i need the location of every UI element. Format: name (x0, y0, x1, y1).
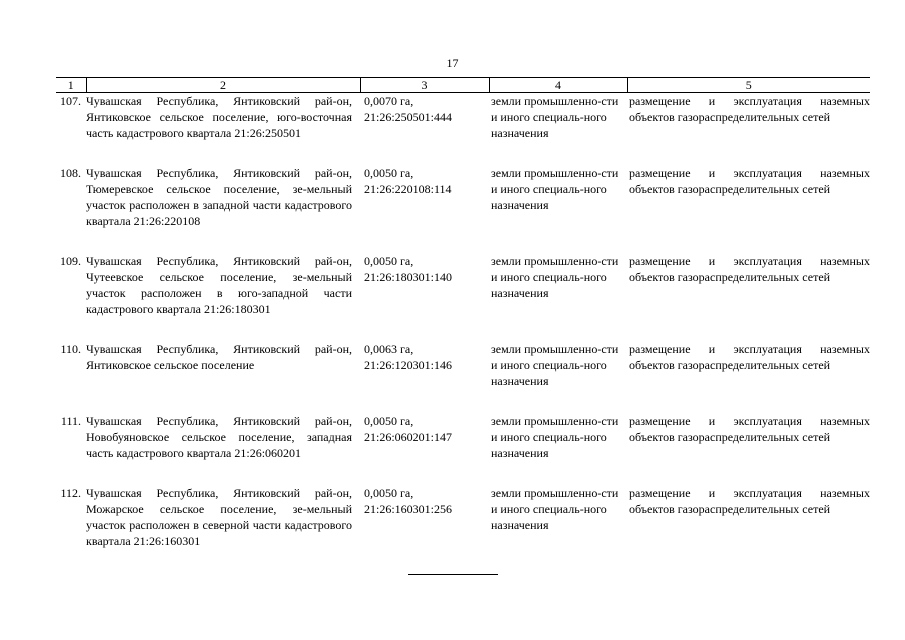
plot-area: 0,0050 га, (364, 166, 414, 180)
row-number: 108. (60, 166, 81, 180)
footer-divider-line (408, 574, 498, 575)
plot-area-cadastral (360, 253, 489, 317)
table-row (56, 165, 870, 229)
cadastral-number: 21:26:180301:140 (364, 270, 453, 284)
column-header: 4 (489, 78, 627, 93)
row-number: 110. (60, 342, 81, 356)
plot-area: 0,0050 га, (364, 254, 414, 268)
row-spacer (56, 317, 870, 341)
row-spacer (56, 229, 870, 253)
permitted-use: размещение и эксплуатация наземных объектов газораспределительных сетей (629, 166, 870, 196)
page-number: 17 (446, 56, 459, 70)
permitted-use: размещение и эксплуатация наземных объектов газораспределительных сетей (629, 414, 870, 444)
plot-location: Чувашская Республика, Янтиковский рай-он, Янтиковское сельское поселение (86, 342, 352, 372)
row-number: 107. (60, 94, 81, 108)
plot-location: Чувашская Республика, Янтиковский рай-он, Новобуяновское сельское поселение, западная часть кадастрового квартала 21:26:060201 (86, 414, 352, 460)
plot-area-cadastral (360, 413, 489, 461)
permitted-use: размещение и эксплуатация наземных объектов газораспределительных сетей (629, 486, 870, 516)
column-header: 1 (56, 78, 86, 93)
plot-location: Чувашская Республика, Янтиковский рай-он, Тюмеревское сельское поселение, зе-мельный участок расположен в западной части кадастрового квартала 21:26:220108 (86, 166, 352, 228)
row-spacer (56, 141, 870, 165)
plot-location: Чувашская Республика, Янтиковский рай-он, Чутеевское сельское поселение, зе-мельный участок расположен в юго-западной части кадастрового квартала 21:26:180301 (86, 254, 352, 316)
plot-area-cadastral (360, 165, 489, 229)
table-row (56, 413, 870, 461)
row-spacer (56, 461, 870, 485)
land-category: земли промышленно-сти и иного специаль-ного назначения (491, 166, 619, 212)
row-number: 111. (60, 414, 81, 428)
plot-location: Чувашская Республика, Янтиковский рай-он, Можарское сельское поселение, зе-мельный участок расположен в северной части кадастрового квартала 21:26:160301 (86, 486, 352, 548)
plot-area: 0,0050 га, (364, 486, 414, 500)
land-category: земли промышленно-сти и иного специаль-ного назначения (491, 486, 619, 532)
column-header: 3 (360, 78, 489, 93)
column-header: 5 (627, 78, 870, 93)
plot-area: 0,0070 га, (364, 94, 414, 108)
plot-area: 0,0050 га, (364, 414, 414, 428)
table-row (56, 341, 870, 389)
permitted-use: размещение и эксплуатация наземных объектов газораспределительных сетей (629, 254, 870, 284)
land-category: земли промышленно-сти и иного специаль-ного назначения (491, 254, 619, 300)
land-category: земли промышленно-сти и иного специаль-ного назначения (491, 342, 619, 388)
table-header-row (56, 78, 870, 93)
table-row (56, 253, 870, 317)
table-row (56, 93, 870, 142)
plot-area-cadastral (360, 341, 489, 389)
land-plots-table (56, 77, 870, 549)
permitted-use: размещение и эксплуатация наземных объектов газораспределительных сетей (629, 94, 870, 124)
land-category: земли промышленно-сти и иного специаль-ного назначения (491, 414, 619, 460)
cadastral-number: 21:26:160301:256 (364, 502, 453, 516)
cadastral-number: 21:26:060201:147 (364, 430, 453, 444)
cadastral-number: 21:26:120301:146 (364, 358, 453, 372)
plot-area: 0,0063 га, (364, 342, 414, 356)
land-category: земли промышленно-сти и иного специаль-ного назначения (491, 94, 619, 140)
row-number: 109. (60, 254, 81, 268)
cadastral-number: 21:26:220108:114 (364, 182, 452, 196)
column-header: 2 (86, 78, 360, 93)
cadastral-number: 21:26:250501:444 (364, 110, 453, 124)
table-row (56, 485, 870, 549)
plot-area-cadastral (360, 93, 489, 142)
plot-area-cadastral (360, 485, 489, 549)
plot-location: Чувашская Республика, Янтиковский рай-он, Янтиковское сельское поселение, юго-восточная часть кадастрового квартала 21:26:250501 (86, 94, 352, 140)
row-spacer (56, 389, 870, 413)
row-number: 112. (60, 486, 81, 500)
permitted-use: размещение и эксплуатация наземных объектов газораспределительных сетей (629, 342, 870, 372)
